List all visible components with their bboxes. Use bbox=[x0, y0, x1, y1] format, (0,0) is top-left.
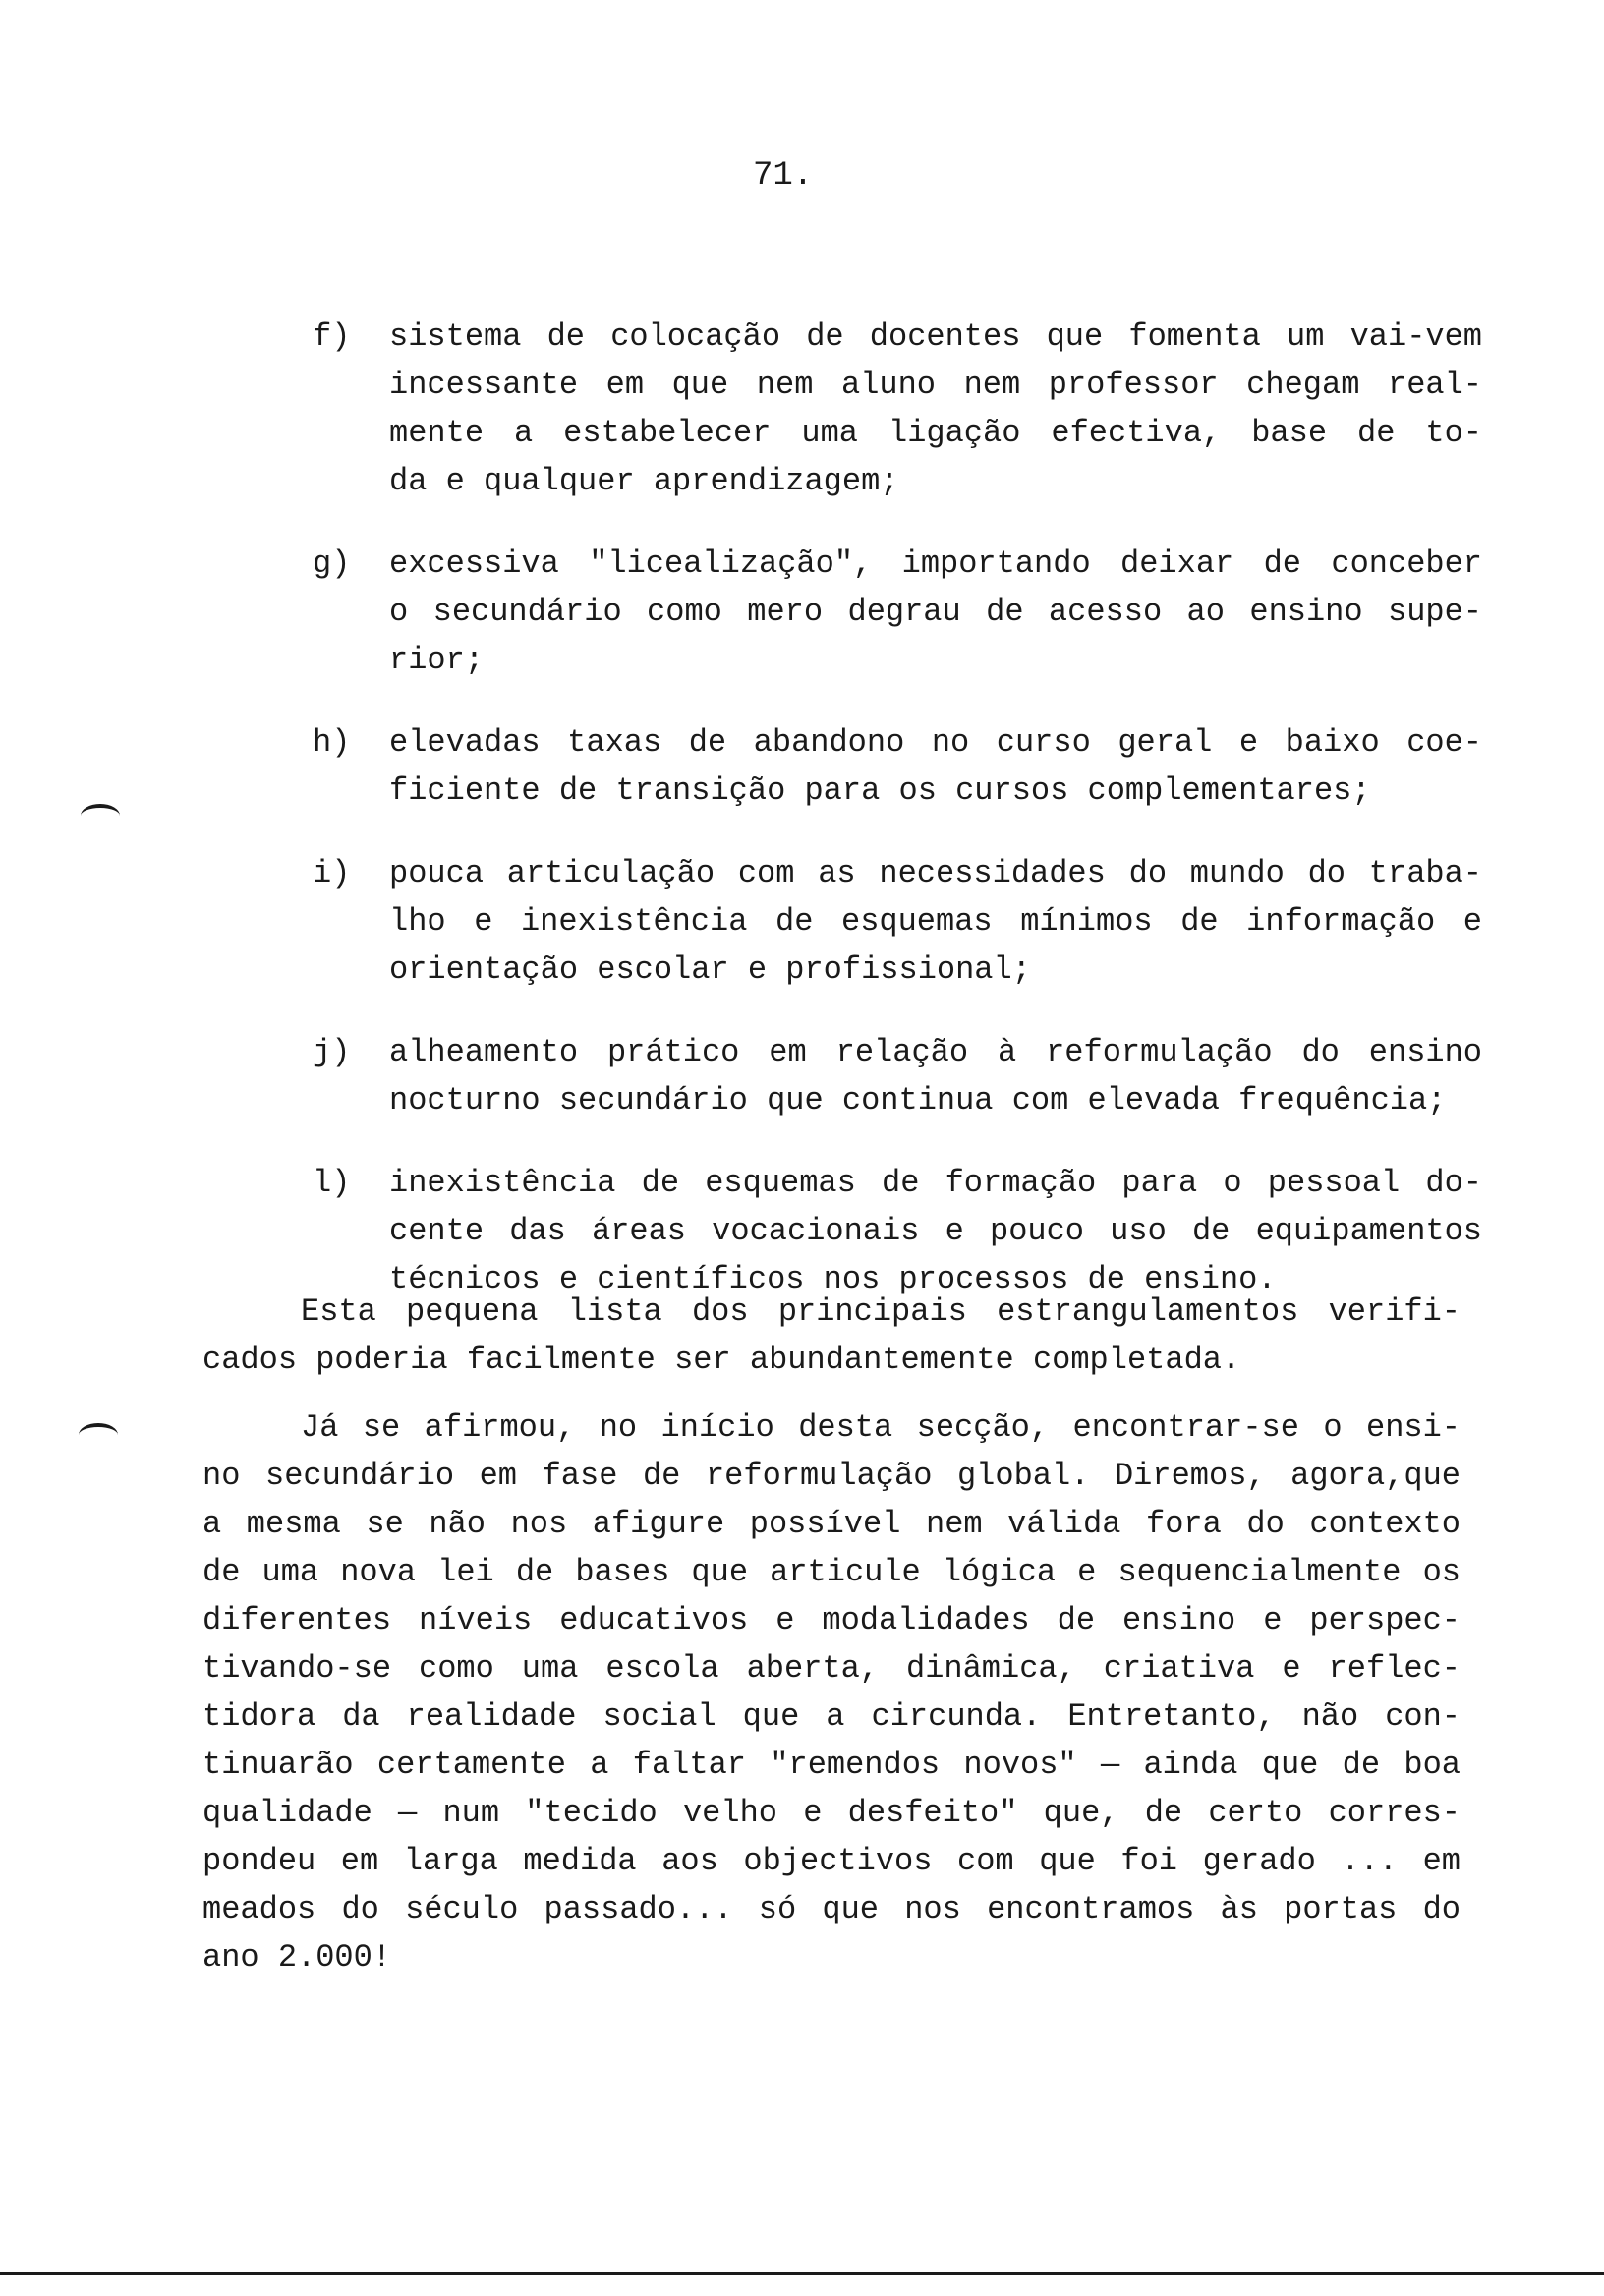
list-item-label: g) bbox=[313, 545, 351, 582]
paragraph-line: diferentes níveis educativos e modalidades de ensino e perspec- bbox=[202, 1602, 1461, 1638]
paragraph-line: Esta pequena lista dos principais estrangulamentos verifi- bbox=[301, 1293, 1461, 1330]
list-item-l bbox=[313, 1159, 1482, 1303]
paragraph-line: tidora da realidade social que a circunda. Entretanto, não con- bbox=[202, 1698, 1461, 1735]
list-item-h bbox=[313, 718, 1482, 815]
paragraph-line: tinuarão certamente a faltar "remendos novos" — ainda que de boa bbox=[202, 1747, 1461, 1783]
bottom-rule bbox=[0, 2272, 1604, 2275]
margin-mark bbox=[79, 1423, 118, 1447]
list-item-line: técnicos e científicos nos processos de ensino. bbox=[389, 1261, 1277, 1297]
list-item-i bbox=[313, 849, 1482, 994]
paragraph-line: pondeu em larga medida aos objectivos com que foi gerado ... em bbox=[202, 1843, 1461, 1879]
paragraph-line: a mesma se não nos afigure possível nem válida fora do contexto bbox=[202, 1506, 1461, 1542]
paragraph-line: no secundário em fase de reformulação global. Diremos, agora,que bbox=[202, 1458, 1461, 1494]
paragraph-line: Já se afirmou, no início desta secção, encontrar-se o ensi- bbox=[301, 1409, 1461, 1446]
paragraph-line: de uma nova lei de bases que articule lógica e sequencialmente os bbox=[202, 1554, 1461, 1590]
paragraph-line: meados do século passado... só que nos encontramos às portas do bbox=[202, 1891, 1461, 1927]
list-item-line: elevadas taxas de abandono no curso geral e baixo coe- bbox=[389, 724, 1482, 761]
paragraph-line: ano 2.000! bbox=[202, 1939, 392, 1976]
list-item-line: mente a estabelecer uma ligação efectiva, base de to- bbox=[389, 415, 1482, 451]
list-item-g bbox=[313, 540, 1482, 684]
list-item-label: i) bbox=[313, 855, 351, 891]
page-number: 71. bbox=[753, 157, 814, 195]
list-item-j bbox=[313, 1028, 1482, 1124]
list-item-f bbox=[313, 313, 1482, 505]
list-item-line: ficiente de transição para os cursos complementares; bbox=[389, 773, 1371, 809]
list-item-line: lho e inexistência de esquemas mínimos de informação e bbox=[389, 903, 1482, 940]
list-item-label: f) bbox=[313, 318, 351, 355]
paragraph-conclusion bbox=[202, 1404, 1461, 1981]
list-item-line: orientação escolar e profissional; bbox=[389, 951, 1031, 988]
list-item-line: inexistência de esquemas de formação para o pessoal do- bbox=[389, 1165, 1482, 1201]
paragraph-line: qualidade — num "tecido velho e desfeito" que, de certo corres- bbox=[202, 1795, 1461, 1831]
paragraph-line: tivando-se como uma escola aberta, dinâmica, criativa e reflec- bbox=[202, 1650, 1461, 1687]
list-item-line: cente das áreas vocacionais e pouco uso de equipamentos bbox=[389, 1213, 1482, 1249]
list-item-line: incessante em que nem aluno nem professor chegam real- bbox=[389, 367, 1482, 403]
list-item-line: alheamento prático em relação à reformulação do ensino bbox=[389, 1034, 1482, 1070]
list-item-line: da e qualquer aprendizagem; bbox=[389, 463, 899, 499]
list-item-line: sistema de colocação de docentes que fomenta um vai-vem bbox=[389, 318, 1482, 355]
margin-mark bbox=[81, 804, 120, 828]
paragraph-summary bbox=[202, 1288, 1461, 1384]
deficiency-list bbox=[313, 313, 1482, 1338]
list-item-line: rior; bbox=[389, 642, 485, 678]
list-item-line: excessiva "licealização", importando deixar de conceber bbox=[389, 545, 1482, 582]
paragraph-line: cados poderia facilmente ser abundantemente completada. bbox=[202, 1342, 1241, 1378]
list-item-label: l) bbox=[313, 1165, 351, 1201]
list-item-line: o secundário como mero degrau de acesso ao ensino supe- bbox=[389, 594, 1482, 630]
list-item-line: pouca articulação com as necessidades do mundo do traba- bbox=[389, 855, 1482, 891]
list-item-label: j) bbox=[313, 1034, 351, 1070]
list-item-line: nocturno secundário que continua com elevada frequência; bbox=[389, 1082, 1447, 1119]
list-item-label: h) bbox=[313, 724, 351, 761]
